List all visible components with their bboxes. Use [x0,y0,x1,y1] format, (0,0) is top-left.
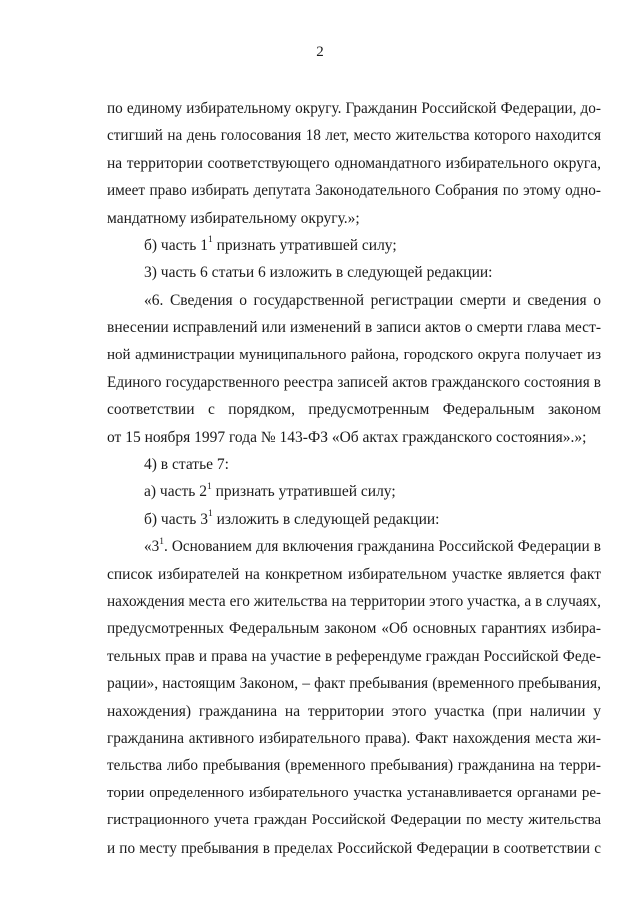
text-line: тельства либо пребывания (временного пребывания) гражданина на терри- [107,757,601,775]
superscript-number: 1 [207,234,213,246]
text-line: тельных прав и права на участие в референдуме граждан Российской Феде- [107,647,601,665]
text-line: 3) часть 6 статьи 6 изложить в следующей редакции: [144,264,493,282]
text-line: предусмотренных Федеральным законом «Об основных гарантиях избира- [107,620,601,638]
text-segment: б) часть 1 [144,236,208,254]
text-line [107,506,601,533]
text-line [107,232,601,259]
superscript-number: 1 [206,480,212,492]
text-segment: «3 [144,538,160,556]
text-line: гражданина активного избирательного права). Факт нахождения места жи- [107,729,601,747]
superscript-number: 1 [207,508,213,520]
text-segment: . Основанием для включения гражданина Российской Федерации в [163,538,601,556]
text-line: список избирателей на конкретном избирательном участке является факт [107,565,601,583]
text-line: соответствии с порядком, предусмотренным Федеральным законом [107,401,601,419]
text-line: нахождения места его жительства на территории этого участка, а в случаях, [107,593,601,611]
text-line: «6. Сведения о государственной регистрации смерти и сведения о [144,291,601,309]
text-line [107,533,601,560]
text-segment: признать утратившей силу; [212,236,397,254]
text-line: мандатному избирательному округу.»; [107,209,360,227]
text-line: 4) в статье 7: [144,456,229,474]
text-line: стигший на день голосования 18 лет, место жительства которого находится [107,127,601,145]
text-line: ной администрации муниципального района, городского округа получает из [107,346,601,363]
text-line: внесении исправлений или изменений в записи актов о смерти глава мест- [107,319,601,337]
text-segment: б) часть 3 [144,510,208,528]
text-line: по единому избирательному округу. Гражданин Российской Федерации, до- [107,100,601,117]
text-line: Единого государственного реестра записей актов гражданского состояния в [107,373,601,391]
text-line: на территории соответствующего одномандатного избирательного округа, [107,154,601,172]
text-line: и по месту пребывания в пределах Российской Федерации в соответствии с [107,839,601,857]
text-line: имеет право избирать депутата Законодательного Собрания по этому одно- [107,182,601,200]
text-line: гистрационного учета граждан Российской Федерации по месту жительства [107,812,601,829]
text-line [107,478,601,505]
text-line: рации», настоящим Законом, – факт пребывания (временного пребывания, [107,675,601,693]
superscript-number: 1 [159,536,164,547]
document-body [107,95,601,862]
text-segment: изложить в следующей редакции: [212,510,440,528]
text-line: нахождения) гражданина на территории этого участка (при наличии у [107,702,601,720]
text-line: от 15 ноября 1997 года № 143-ФЗ «Об актах гражданского состояния».»; [107,428,587,446]
page-number: 2 [316,44,324,60]
text-segment: а) часть 2 [144,483,207,501]
text-segment: признать утратившей силу; [211,483,396,501]
text-line: тории определенного избирательного участка устанавливается органами ре- [107,784,601,801]
